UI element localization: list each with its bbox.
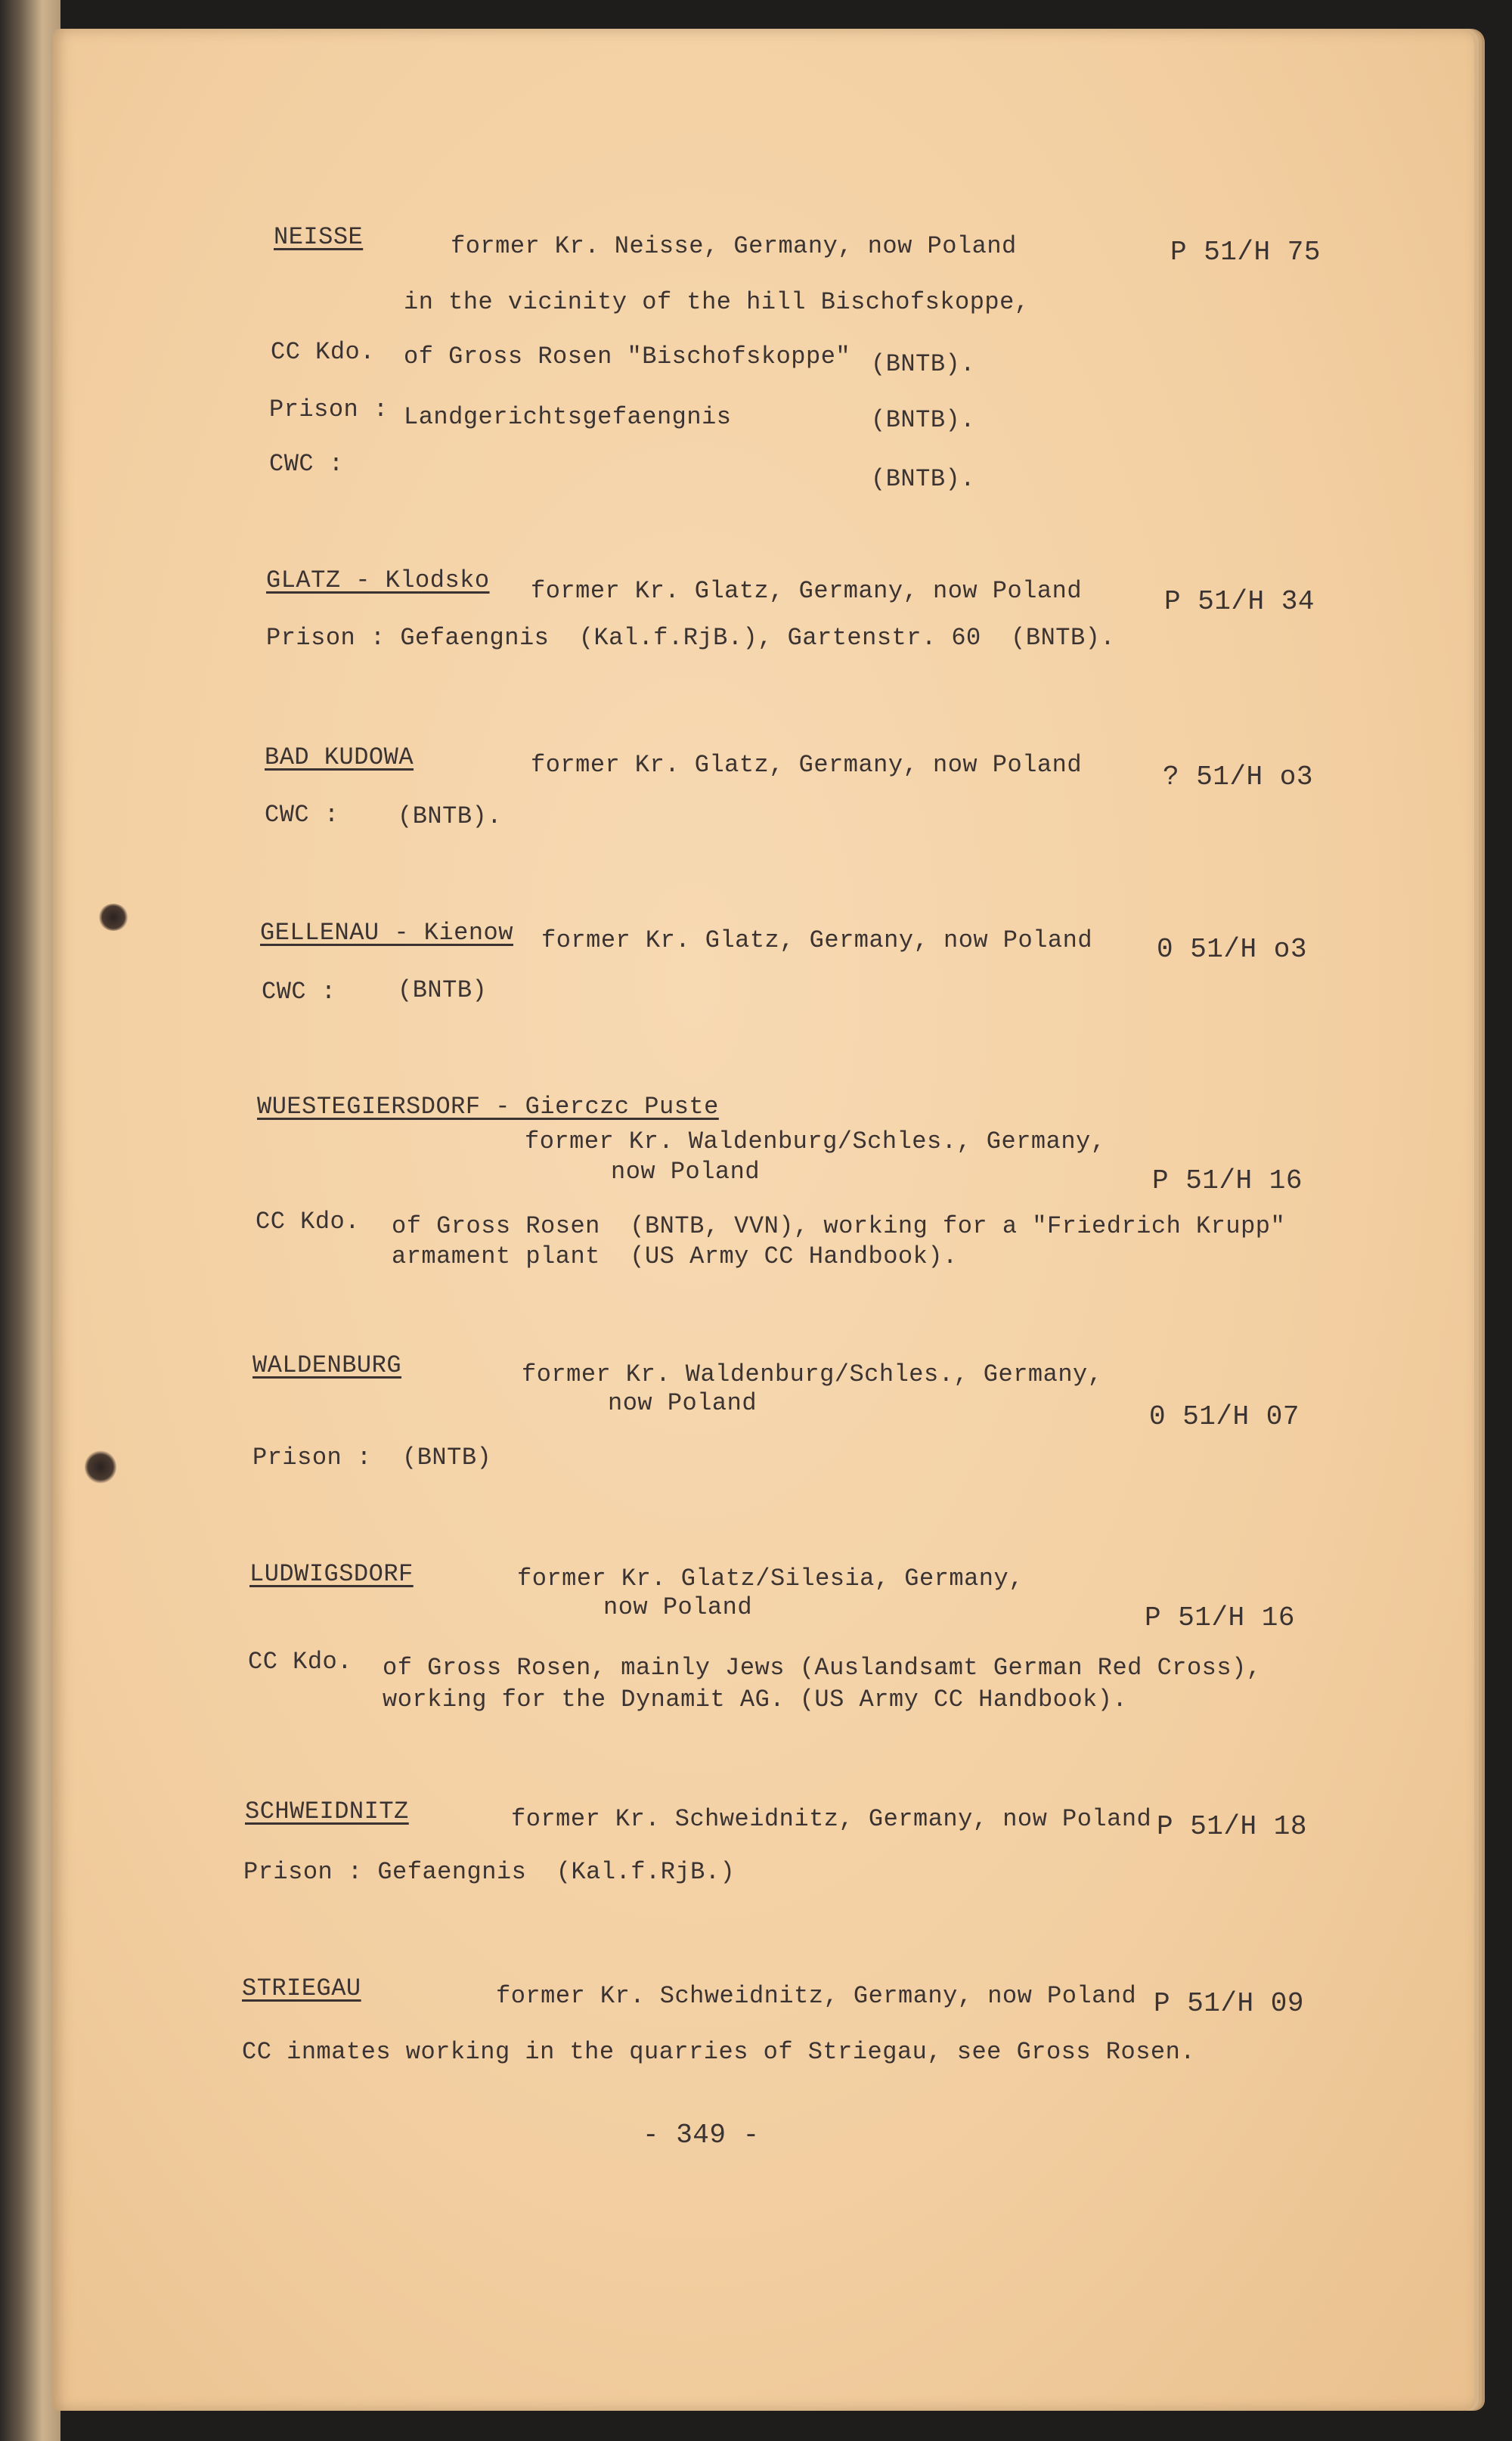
entry-wuestegiersdorf-location-2: now Poland: [611, 1158, 761, 1186]
binding-hole: [98, 904, 129, 931]
entry-bad-kudowa-place: BAD KUDOWA: [265, 743, 414, 771]
entry-glatz-place: GLATZ - Klodsko: [266, 566, 490, 594]
entry-neisse-location: former Kr. Neisse, Germany, now Poland: [451, 232, 1017, 260]
entry-gellenau-cwc-label: CWC :: [262, 978, 336, 1006]
entry-glatz-reference: P 51/H 34: [1164, 586, 1315, 617]
entry-waldenburg-reference: 0 51/H 07: [1149, 1401, 1300, 1432]
entry-bad-kudowa-location: former Kr. Glatz, Germany, now Poland: [531, 751, 1083, 779]
entry-striegau-reference: P 51/H 09: [1154, 1988, 1304, 2019]
entry-schweidnitz-prison-line: Prison : Gefaengnis (Kal.f.RjB.): [243, 1858, 736, 1886]
entry-waldenburg-location-1: former Kr. Waldenburg/Schles., Germany,: [522, 1360, 1103, 1388]
entry-schweidnitz-location: former Kr. Schweidnitz, Germany, now Poland: [511, 1805, 1152, 1833]
entry-ludwigsdorf-place: LUDWIGSDORF: [249, 1560, 414, 1588]
entry-striegau-location: former Kr. Schweidnitz, Germany, now Poland: [496, 1982, 1137, 2010]
entry-ludwigsdorf-cc-line-1: of Gross Rosen, mainly Jews (Auslandsamt German Red Cross),: [383, 1654, 1262, 1682]
entry-gellenau-place: GELLENAU - Kienow: [260, 919, 513, 947]
entry-wuestegiersdorf-location-1: former Kr. Waldenburg/Schles., Germany,: [525, 1127, 1106, 1155]
entry-waldenburg-prison-label: Prison :: [253, 1444, 372, 1472]
entry-bad-kudowa-reference: ? 51/H o3: [1163, 761, 1313, 792]
entry-gellenau-cwc-source: (BNTB): [398, 976, 488, 1004]
entry-bad-kudowa-cwc-source: (BNTB).: [398, 802, 502, 830]
entry-gellenau-reference: 0 51/H o3: [1157, 934, 1307, 965]
entry-schweidnitz-place: SCHWEIDNITZ: [245, 1797, 409, 1825]
entry-ludwigsdorf-cc-label: CC Kdo.: [248, 1648, 352, 1676]
entry-waldenburg-prison-source: (BNTB): [402, 1444, 492, 1472]
entry-striegau-note: CC inmates working in the quarries of Striegau, see Gross Rosen.: [242, 2038, 1195, 2066]
entry-ludwigsdorf-cc-line-2: working for the Dynamit AG. (US Army CC Handbook).: [383, 1686, 1128, 1714]
entry-wuestegiersdorf-cc-label: CC Kdo.: [256, 1208, 360, 1236]
entry-striegau-place: STRIEGAU: [242, 1974, 361, 2002]
entry-neisse-prison-label: Prison :: [269, 395, 389, 423]
entry-wuestegiersdorf-cc-line-2: armament plant (US Army CC Handbook).: [392, 1242, 958, 1270]
entry-bad-kudowa-cwc-label: CWC :: [265, 801, 339, 829]
entry-neisse-prison-source: (BNTB).: [871, 406, 975, 434]
entry-glatz-location: former Kr. Glatz, Germany, now Poland: [531, 577, 1083, 605]
entry-neisse-reference: P 51/H 75: [1170, 237, 1321, 268]
entry-neisse-cc-text: of Gross Rosen "Bischofskoppe": [404, 343, 851, 371]
entry-ludwigsdorf-location-2: now Poland: [603, 1593, 753, 1621]
binding-hole: [85, 1450, 116, 1484]
entry-neisse-prison-text: Landgerichtsgefaengnis: [404, 403, 732, 431]
entry-neisse-place: NEISSE: [274, 223, 364, 251]
entry-neisse-cwc-label: CWC :: [269, 450, 344, 478]
entry-schweidnitz-reference: P 51/H 18: [1157, 1811, 1307, 1842]
entry-wuestegiersdorf-place: WUESTEGIERSDORF - Gierczc Puste: [257, 1093, 719, 1121]
entry-glatz-prison-line: Prison : Gefaengnis (Kal.f.RjB.), Gartenstr. 60 (BNTB).: [266, 624, 1116, 652]
entry-neisse-cc-source: (BNTB).: [871, 350, 975, 378]
entry-wuestegiersdorf-reference: P 51/H 16: [1152, 1165, 1303, 1196]
entry-ludwigsdorf-reference: P 51/H 16: [1145, 1602, 1295, 1633]
entry-waldenburg-location-2: now Poland: [608, 1389, 758, 1417]
entry-gellenau-location: former Kr. Glatz, Germany, now Poland: [541, 926, 1093, 954]
entry-neisse-vicinity: in the vicinity of the hill Bischofskoppe,: [404, 288, 1030, 316]
entry-waldenburg-place: WALDENBURG: [253, 1351, 402, 1379]
page-stack-edge: [1473, 45, 1485, 2390]
entry-neisse-cc-label: CC Kdo.: [271, 338, 375, 366]
entry-ludwigsdorf-location-1: former Kr. Glatz/Silesia, Germany,: [517, 1565, 1024, 1593]
book-left-edge: [0, 0, 60, 2441]
page-number: - 349 -: [643, 2120, 760, 2151]
entry-wuestegiersdorf-cc-line-1: of Gross Rosen (BNTB, VVN), working for a "Friedrich Krupp": [392, 1212, 1286, 1240]
entry-neisse-cwc-source: (BNTB).: [871, 465, 975, 493]
